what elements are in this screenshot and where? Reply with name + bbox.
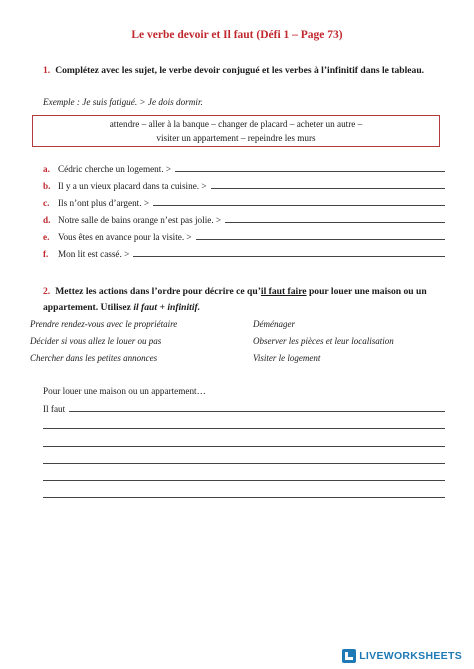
il-faut-label: Il faut (43, 404, 66, 414)
verb-box-line-2: visiter un appartement – repeindre les murs (156, 132, 316, 143)
question-2-text-b: pour louer une maison ou un appartement. Utilisez (43, 286, 427, 313)
item-prompt: Ils n’ont plus d’argent. > (58, 198, 150, 208)
item-letter: b. (43, 181, 51, 191)
answer-line-f[interactable] (133, 256, 445, 257)
action-item: Visiter le logement (253, 353, 321, 363)
item-letter: c. (43, 198, 50, 208)
page-title: Le verbe devoir et Il faut (Défi 1 – Page 73) (131, 29, 343, 41)
item-letter: e. (43, 232, 50, 242)
question-2-text-italic: il faut + infinitif. (133, 301, 201, 313)
question-2-instruction (43, 284, 445, 315)
action-item: Décider si vous allez le louer ou pas (30, 336, 162, 346)
question-2-text-underlined: il faut faire (260, 286, 307, 297)
writing-lead: Pour louer une maison ou un appartement… (43, 386, 206, 396)
logo-text: LIVEWORKSHEETS (359, 650, 462, 662)
item-prompt: Vous êtes en avance pour la visite. > (58, 232, 192, 242)
exercise-item-b (43, 181, 445, 191)
answer-line-a[interactable] (175, 171, 445, 172)
verb-box (32, 115, 440, 147)
writing-line-5[interactable] (43, 480, 445, 481)
item-prompt: Cédric cherche un logement. > (58, 164, 172, 174)
item-prompt: Notre salle de bains orange n’est pas jolie. > (58, 215, 222, 225)
item-letter: f. (43, 249, 49, 259)
question-1-instruction (43, 63, 445, 79)
answer-line-b[interactable] (211, 188, 445, 189)
item-letter: d. (43, 215, 51, 225)
item-prompt: Il y a un vieux placard dans ta cuisine. > (58, 181, 207, 191)
exercise-item-d (43, 215, 445, 225)
liveworksheets-logo[interactable] (342, 649, 462, 663)
writing-line-4[interactable] (43, 463, 445, 464)
writing-line-3[interactable] (43, 446, 445, 447)
question-2-text-a: Mettez les actions dans l’ordre pour décrire ce qu’ (55, 286, 261, 297)
answer-line-e[interactable] (196, 239, 445, 240)
question-2-number: 2. (43, 286, 51, 297)
question-1-number: 1. (43, 65, 51, 76)
example-line: Exemple : Je suis fatigué. > Je dois dormir. (43, 97, 203, 107)
exercise-item-c (43, 198, 445, 208)
item-prompt: Mon lit est cassé. > (58, 249, 130, 259)
answer-line-c[interactable] (153, 205, 445, 206)
exercise-item-a (43, 164, 445, 174)
exercise-item-e (43, 232, 445, 242)
action-item: Déménager (253, 319, 295, 329)
il-faut-row (43, 404, 445, 414)
action-item: Observer les pièces et leur localisation (253, 336, 394, 346)
writing-line-2[interactable] (43, 428, 445, 429)
writing-line-6[interactable] (43, 497, 445, 498)
liveworksheets-logo-icon (342, 649, 356, 663)
item-letter: a. (43, 164, 50, 174)
exercise-item-f (43, 249, 445, 259)
verb-box-line-1: attendre – aller à la banque – changer de placard – acheter un autre – (109, 119, 363, 129)
action-item: Prendre rendez-vous avec le propriétaire (30, 319, 178, 329)
writing-line-1[interactable] (69, 411, 445, 412)
answer-line-d[interactable] (225, 222, 445, 223)
question-1-text: Complétez avec les sujet, le verbe devoir conjugué et les verbes à l’infinitif dans le tableau. (55, 65, 425, 76)
action-item: Chercher dans les petites annonces (30, 353, 158, 363)
